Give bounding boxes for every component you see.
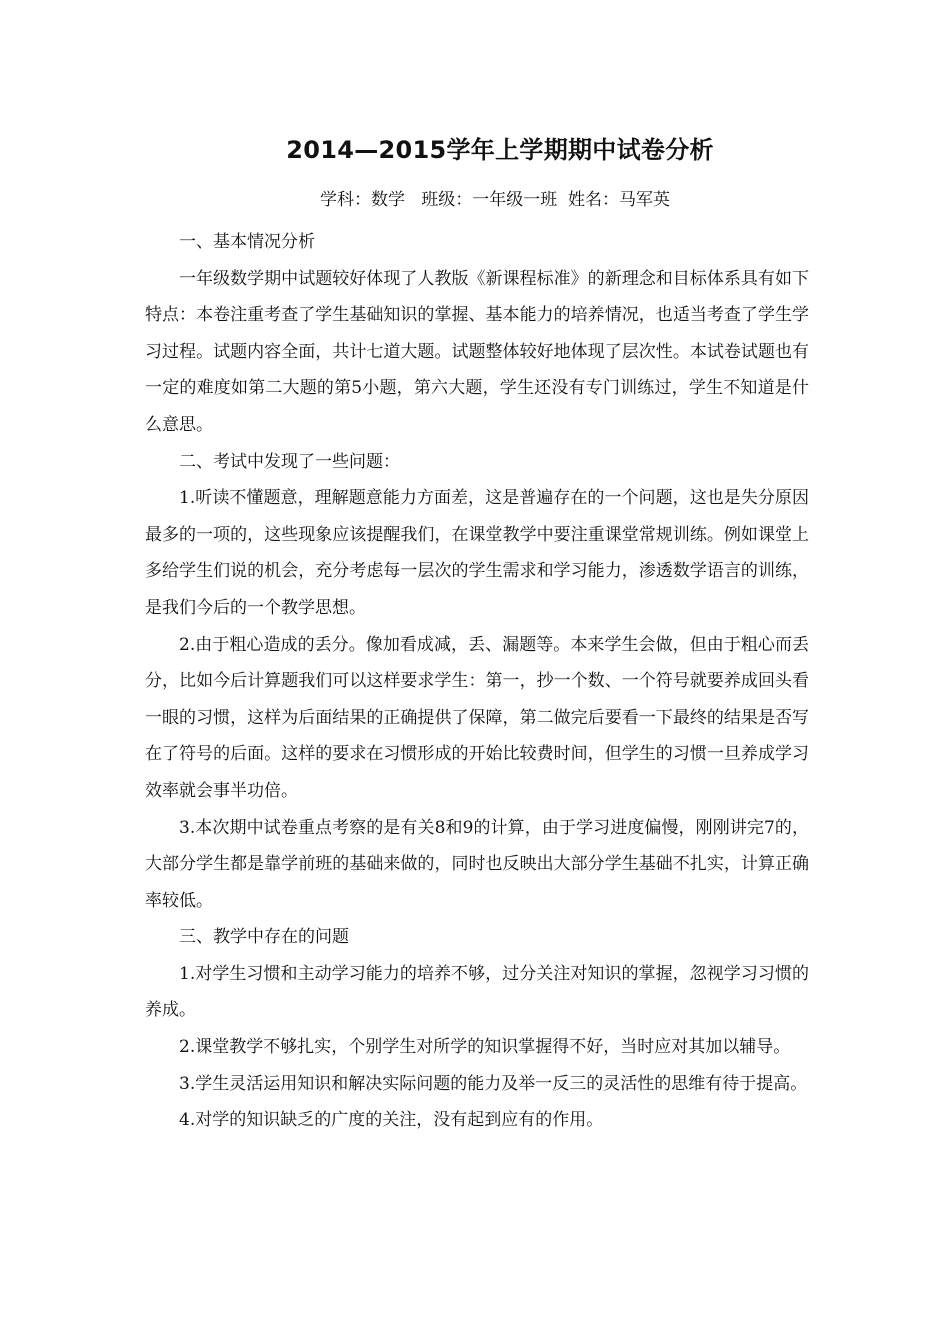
section-heading: 二、考试中发现了一些问题：: [179, 451, 400, 472]
document-body: [145, 224, 809, 1139]
paragraph: 3.学生灵活运用知识和解决实际问题的能力及举一反三的灵活性的思维有待于提高。: [179, 1073, 808, 1094]
paragraph: 1.听读不懂题意，理解题意能力方面差，这是普遍存在的一个问题，这也是失分原因最多的一项的，这些现象应该提醒我们，在课堂教学中要注重课堂常规训练。例如课堂上多给学生们说的机会，充分考虑每一层次的学生需求和学习能力，渗透数学语言的训练，是我们今后的一个教学思想。: [145, 488, 809, 618]
subject-label: 学科：: [319, 190, 371, 210]
subject-value: 数学: [370, 190, 405, 210]
class-label: 班级：: [421, 190, 473, 210]
name-value: 马军英: [619, 190, 671, 210]
class-value: 一年级一班: [472, 190, 558, 210]
paragraph: 1.对学生习惯和主动学习能力的培养不够，过分关注对知识的掌握，忽视学习习惯的养成。: [145, 963, 809, 1021]
document-meta: [0, 187, 950, 213]
document-title: 2014—2015学年上学期期中试卷分析: [286, 136, 714, 164]
section-heading: 一、基本情况分析: [179, 232, 315, 252]
paragraph: 3.本次期中试卷重点考察的是有关8和9的计算，由于学习进度偏慢，刚刚讲完7的，大部分学生都是靠学前班的基础来做的，同时也反映出大部分学生基础不扎实，计算正确率较低。: [145, 817, 809, 911]
paragraph: 4.对学的知识缺乏的广度的关注，没有起到应有的作用。: [179, 1110, 604, 1131]
name-label: 姓名：: [568, 190, 620, 210]
paragraph: 2.由于粗心造成的丢分。像加看成减，丢、漏题等。本来学生会做，但由于粗心而丢分，比如今后计算题我们可以这样要求学生：第一，抄一个数、一个符号就要养成回头看一眼的习惯，这样为后面结果的正确提供了保障，第二做完后要看一下最终的结果是否写在了符号的后面。这样的要求在习惯形成的开始比较费时间，但学生的习惯一旦养成学习效率就会事半功倍。: [145, 634, 809, 801]
paragraph: 2.课堂教学不够扎实，个别学生对所学的知识掌握得不好，当时应对其加以辅导。: [179, 1037, 791, 1058]
section-heading: 三、教学中存在的问题: [179, 927, 349, 948]
paragraph: 一年级数学期中试题较好体现了人教版《新课程标准》的新理念和目标体系具有如下特点：本卷注重考查了学生基础知识的掌握、基本能力的培养情况，也适当考查了学生学习过程。试题内容全面，共计七道大题。试题整体较好地体现了层次性。本试卷试题也有一定的难度如第二大题的第5小题，第六大题，学生还没有专门训练过，学生不知道是什么意思。: [145, 268, 809, 435]
